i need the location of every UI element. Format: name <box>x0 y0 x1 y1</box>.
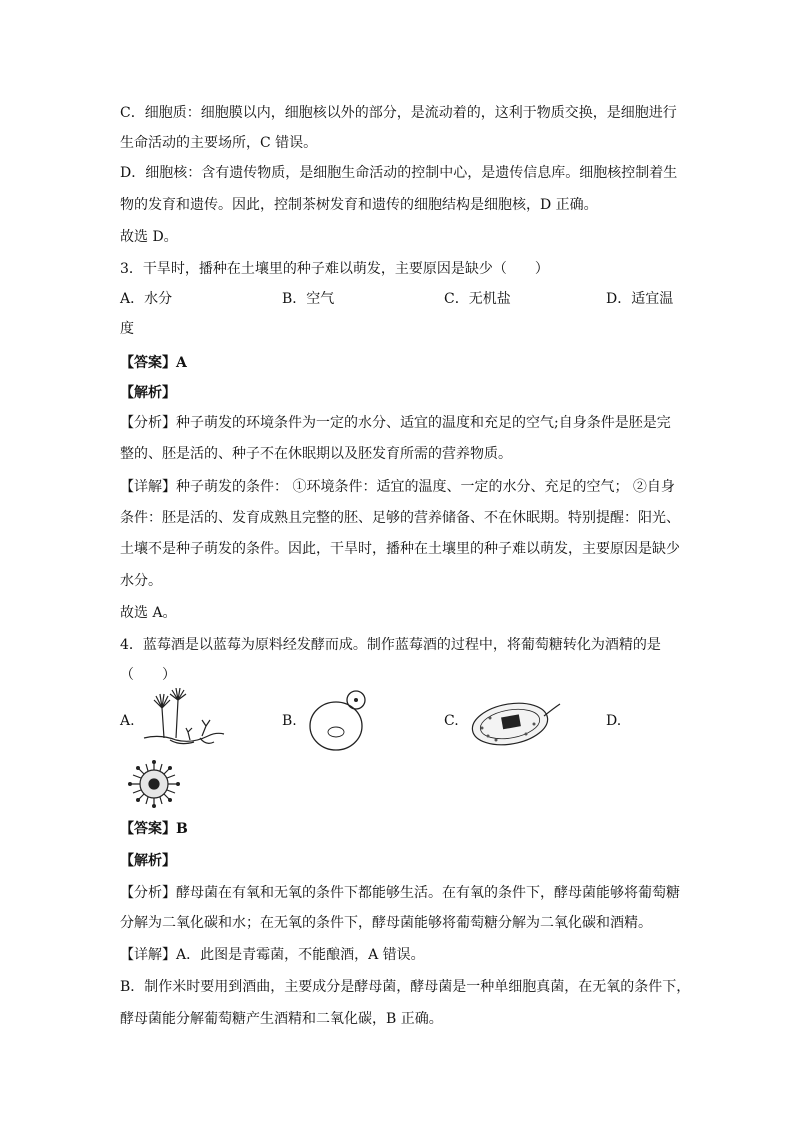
text-line: C．细胞质：细胞膜以内，细胞核以外的部分，是流动着的，这利于物质交换，是细胞进行 <box>120 105 677 121</box>
q3-option-c: C．无机盐 <box>444 291 511 307</box>
text-line: 故选 D。 <box>120 229 178 245</box>
penicillium-icon <box>140 688 228 748</box>
q4-option-a: A. <box>120 713 135 729</box>
question-4-stem: （ ） <box>120 667 176 683</box>
q3-option-d-wrap: 度 <box>120 321 134 337</box>
yeast-cell-icon <box>306 688 376 752</box>
q4-analysis-line: 分解为二氧化碳和水；在无氧的条件下，酵母菌能够将葡萄糖分解为二氧化碳和酒精。 <box>120 915 652 931</box>
q3-analysis-line: 【分析】种子萌发的环境条件为一定的水分、适宜的温度和充足的空气;自身条件是胚是完 <box>120 415 671 431</box>
virus-icon <box>118 758 190 810</box>
q3-analysis-label: 【解析】 <box>120 385 176 401</box>
text-line: 物的发育和遗传。因此，控制茶树发育和遗传的细胞结构是细胞核，D 正确。 <box>120 197 598 213</box>
q4-detail-line: 【详解】A．此图是青霉菌，不能酿酒，A 错误。 <box>120 947 425 963</box>
q4-detail-line: 酵母菌能分解葡萄糖产生酒精和二氧化碳，B 正确。 <box>120 1011 443 1027</box>
q4-option-b: B. <box>282 713 297 729</box>
text-line: 生命活动的主要场所，C 错误。 <box>120 135 318 151</box>
q3-detail-line: 水分。 <box>120 573 162 589</box>
q4-option-d: D. <box>606 713 622 729</box>
q4-analysis-line: 【分析】酵母菌在有氧和无氧的条件下都能够生活。在有氧的条件下，酵母菌能够将葡萄糖 <box>120 885 680 901</box>
q4-detail-line: B．制作米时要用到酒曲，主要成分是酵母菌，酵母菌是一种单细胞真菌，在无氧的条件下， <box>120 979 691 995</box>
q3-option-b: B．空气 <box>282 291 335 307</box>
q3-choice: 故选 A。 <box>120 605 177 621</box>
q3-answer: 【答案】A <box>120 355 187 371</box>
q3-option-a: A．水分 <box>120 291 173 307</box>
text-line: D．细胞核：含有遗传物质，是细胞生命活动的控制中心，是遗传信息库。细胞核控制着生 <box>120 165 678 181</box>
q4-analysis-label: 【解析】 <box>120 853 176 869</box>
q3-detail-line: 【详解】种子萌发的条件： ①环境条件：适宜的温度、一定的水分、充足的空气； ②自身 <box>120 479 675 495</box>
paramecium-bacterium-icon <box>466 694 566 750</box>
q3-detail-line: 条件：胚是活的、发育成熟且完整的胚、足够的营养储备、不在休眠期。特别提醒：阳光、 <box>120 510 680 526</box>
q4-answer: 【答案】B <box>120 821 188 837</box>
q4-option-c: C. <box>444 713 459 729</box>
q3-analysis-line: 整的、胚是活的、种子不在休眠期以及胚发育所需的营养物质。 <box>120 446 512 462</box>
question-4-stem: 4．蓝莓酒是以蓝莓为原料经发酵而成。制作蓝莓酒的过程中，将葡萄糖转化为酒精的是 <box>120 637 661 653</box>
q3-option-d: D．适宜温 <box>606 291 674 307</box>
question-3-stem: 3．干旱时，播种在土壤里的种子难以萌发，主要原因是缺少（ ） <box>120 261 549 277</box>
q3-detail-line: 土壤不是种子萌发的条件。因此，干旱时，播种在土壤里的种子难以萌发，主要原因是缺少 <box>120 541 680 557</box>
